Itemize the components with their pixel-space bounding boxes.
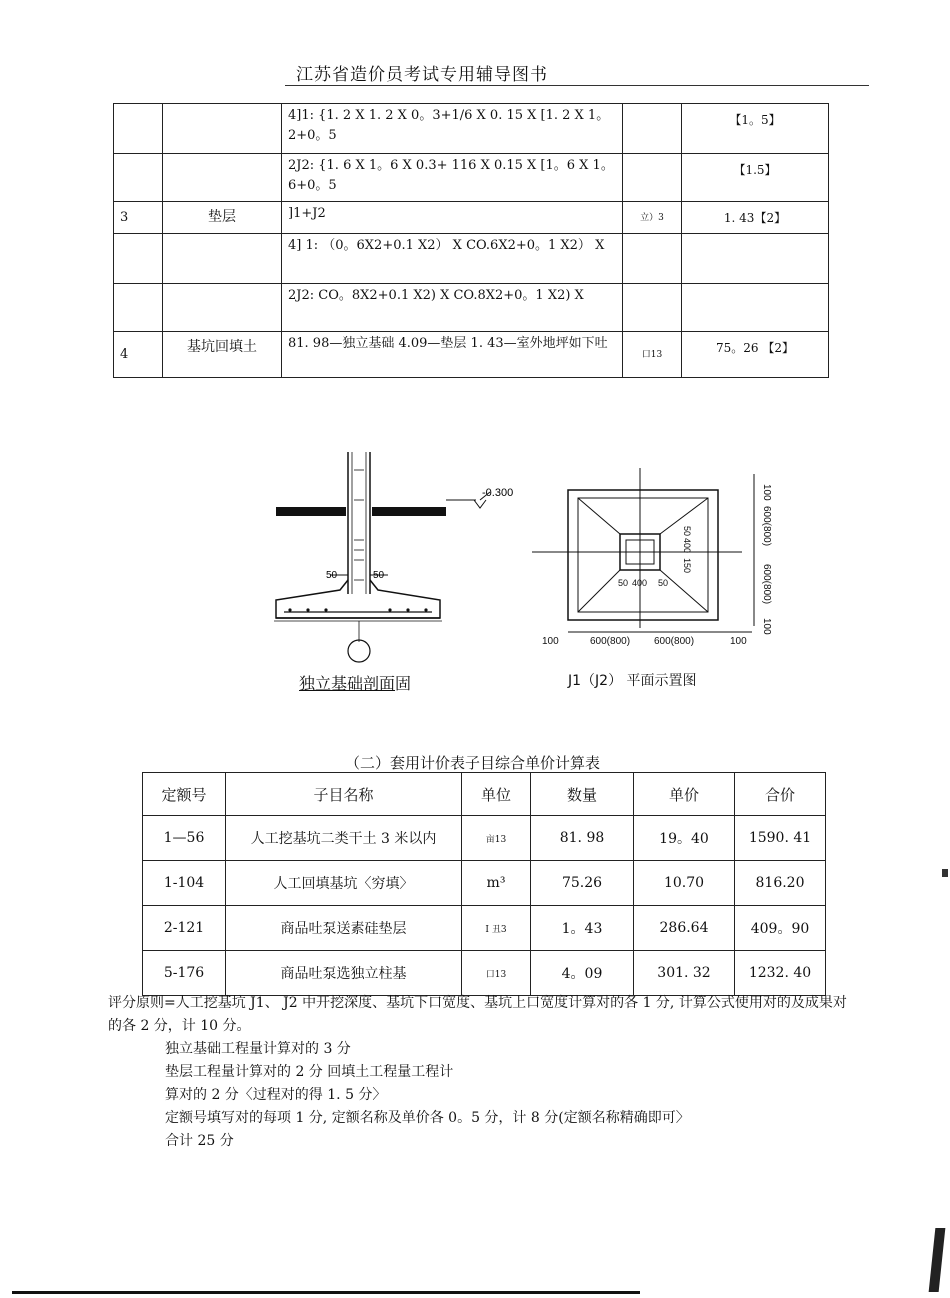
- unit: 亩13: [462, 816, 531, 861]
- dim-label: 50: [373, 570, 385, 581]
- note-line: 定额号填写对的每项 1 分, 定额名称及单价各 0。5 分，计 8 分(定额名称精确即可〉: [165, 1110, 690, 1126]
- table-row: [143, 906, 826, 951]
- scan-edge-dot: [942, 869, 948, 877]
- formula: 4] 1: （0。6X2+0.1 X2） X CO.6X2+0。1 X2） X: [282, 234, 623, 284]
- note-line: 独立基础工程量计算对的 3 分: [165, 1041, 351, 1057]
- table-row: [114, 104, 829, 154]
- dim-label: 50: [658, 578, 669, 588]
- unit: [623, 234, 682, 284]
- quantity: [682, 284, 829, 332]
- note-line: 合计 25 分: [165, 1133, 234, 1149]
- unit: 立）3: [623, 202, 682, 234]
- col-header: 定额号: [143, 773, 226, 816]
- header-rule: [285, 85, 869, 86]
- col-header: 单位: [462, 773, 531, 816]
- quantity: 4。09: [531, 951, 634, 996]
- scan-edge-mark: [929, 1228, 946, 1292]
- header-title: 江苏省造价员考试专用辅导图书: [296, 65, 548, 85]
- table-row: [114, 234, 829, 284]
- row-number: 4: [114, 332, 163, 378]
- dim-label: 100: [761, 618, 772, 635]
- quota-code: 1—56: [143, 816, 226, 861]
- foundation-section-drawing: [270, 450, 450, 670]
- quantity-calc-table: [113, 103, 829, 378]
- unit: m³: [462, 861, 531, 906]
- formula: 2J2: {1. 6 X 1。6 X 0.3+ 116 X 0.15 X [1。6 X 1。6+0。5: [282, 154, 623, 202]
- unit: [623, 154, 682, 202]
- quantity: 1。43: [531, 906, 634, 951]
- row-number: [114, 234, 163, 284]
- item-name: [163, 284, 282, 332]
- dim-label: 100: [542, 636, 559, 647]
- quantity: 【1。5】: [682, 104, 829, 154]
- dim-label: 50: [326, 570, 338, 581]
- figure-caption-left: [299, 671, 411, 694]
- dim-label: 400: [682, 538, 692, 554]
- quota-code: 5-176: [143, 951, 226, 996]
- dim-label: 50: [618, 578, 629, 588]
- col-header: 单价: [634, 773, 735, 816]
- elevation-label: -0.300: [482, 487, 514, 499]
- row-number: [114, 104, 163, 154]
- footer-rule: [12, 1291, 640, 1294]
- elevation-marker: [446, 486, 526, 526]
- table-row: [143, 861, 826, 906]
- unit: 口13: [623, 332, 682, 378]
- total-price: 409。90: [735, 906, 826, 951]
- quantity: 75.26: [531, 861, 634, 906]
- quota-code: 2-121: [143, 906, 226, 951]
- total-price: 1590. 41: [735, 816, 826, 861]
- table2-title: （二）套用计价表子目综合单价计算表: [345, 754, 601, 772]
- unit-price: 19。40: [634, 816, 735, 861]
- item-name: [163, 234, 282, 284]
- quantity: 【1.5】: [682, 154, 829, 202]
- unit-price: 286.64: [634, 906, 735, 951]
- unit: [623, 104, 682, 154]
- formula: ]1+J2: [282, 202, 623, 234]
- unit-price: 10.70: [634, 861, 735, 906]
- dim-label: 400: [632, 578, 648, 588]
- quantity: [682, 234, 829, 284]
- table-header-row: [143, 773, 826, 816]
- dim-label: 100: [761, 484, 772, 501]
- total-price: 816.20: [735, 861, 826, 906]
- formula: 2J2: CO。8X2+0.1 X2) X CO.8X2+0。1 X2) X: [282, 284, 623, 332]
- unit: I 丑3: [462, 906, 531, 951]
- dim-label: 600(800): [654, 636, 695, 647]
- dim-label: 600(800): [590, 636, 631, 647]
- note-line: 垫层工程量计算对的 2 分 回填土工程量工程计: [165, 1064, 454, 1080]
- item-name: 人工回填基坑〈穷填〉: [226, 861, 462, 906]
- dim-label: 100: [730, 636, 747, 647]
- item-name: 基坑回填土: [163, 332, 282, 378]
- row-number: [114, 154, 163, 202]
- col-header: 数量: [531, 773, 634, 816]
- dim-label: 50: [682, 526, 692, 537]
- row-number: 3: [114, 202, 163, 234]
- table-row: [114, 154, 829, 202]
- caption-main: 独立基础剖面: [299, 674, 396, 693]
- dim-label: 150: [682, 558, 692, 574]
- table-row: [114, 332, 829, 378]
- row-number: [114, 284, 163, 332]
- item-name: 人工挖基坑二类干土 3 米以内: [226, 816, 462, 861]
- unit: 口13: [462, 951, 531, 996]
- item-name: 商品吐泵送素硅垫层: [226, 906, 462, 951]
- note-line: 评分原则=人工挖基坑 J1、 J2 中开挖深度、基坑下口宽度、基坑上口宽度计算对的各 1 分, 计算公式使用对的及成果对的各 2 分，计 10 分。: [108, 995, 847, 1034]
- note-line: 算对的 2 分〈过程对的得 1. 5 分〉: [165, 1087, 387, 1103]
- unit: [623, 284, 682, 332]
- formula: 81. 98—独立基础 4.09—垫层 1. 43—室外地坪如下吐: [282, 332, 623, 378]
- caption-tail: 固: [395, 674, 412, 693]
- quantity: 75。26 【2】: [682, 332, 829, 378]
- total-price: 1232. 40: [735, 951, 826, 996]
- item-name: 垫层: [163, 202, 282, 234]
- figure-caption-right: J1（J2） 平面示置图: [568, 673, 697, 689]
- dim-label: 600(800): [761, 564, 772, 605]
- quota-code: 1-104: [143, 861, 226, 906]
- foundation-plan-drawing: [528, 466, 788, 651]
- table-row: [114, 202, 829, 234]
- table-row: [143, 816, 826, 861]
- item-name: [163, 104, 282, 154]
- col-header: 合价: [735, 773, 826, 816]
- quantity: 1. 43【2】: [682, 202, 829, 234]
- item-name: [163, 154, 282, 202]
- unit-price: 301. 32: [634, 951, 735, 996]
- quantity: 81. 98: [531, 816, 634, 861]
- formula: 4]1: {1. 2 X 1. 2 X 0。3+1/6 X 0. 15 X [1. 2 X 1。2+0。5: [282, 104, 623, 154]
- table-row: [114, 284, 829, 332]
- unit-price-table: [142, 772, 826, 996]
- scoring-notes: [108, 992, 848, 1153]
- col-header: 子目名称: [226, 773, 462, 816]
- dim-label: 600(800): [761, 506, 772, 547]
- table-row: [143, 951, 826, 996]
- item-name: 商品吐泵选独立柱基: [226, 951, 462, 996]
